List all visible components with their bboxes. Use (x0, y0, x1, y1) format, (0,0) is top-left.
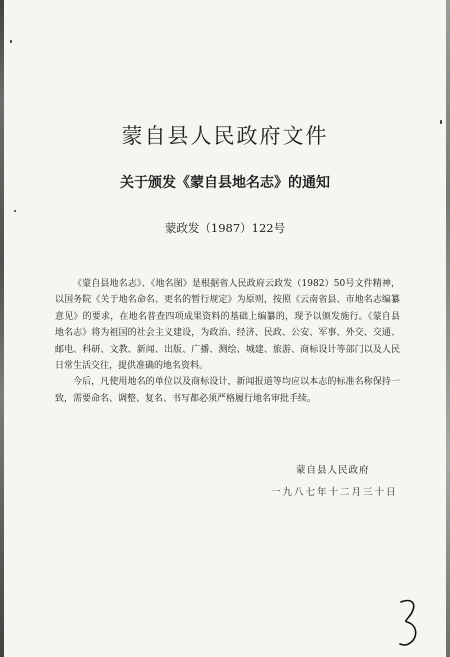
scan-speck (14, 210, 16, 212)
signature-organization: 蒙自县人民政府 (296, 465, 370, 476)
document-body (55, 276, 400, 407)
document-number: 蒙政发（1987）122号 (164, 221, 286, 235)
scan-edge-right (446, 0, 450, 657)
signature-date: 一九八七年十二月三十日 (271, 487, 398, 498)
handwritten-page-number (398, 598, 420, 648)
document-title: 蒙自县人民政府文件 (121, 124, 329, 148)
body-paragraph: 今后，凡使用地名的单位以及商标设计，新闻报道等均应以本志的标准名称保持一致，需要命名、调整、复名、书写都必须严格履行地名审批手续。 (55, 377, 400, 404)
scan-speck (10, 40, 12, 43)
document-subtitle: 关于颁发《蒙自县地名志》的通知 (120, 175, 330, 191)
body-paragraph: 《蒙自县地名志》、《地名图》是根据省人民政府云政发（1982）50号文件精神，以国务院《关于地名命名、更名的暂行规定》为原则，按照《云南省县、市地名志编纂意见》的要求，在地名普查四项成果资料的基础上编纂的，现予以颁发施行。《蒙自县地名志》将为祖国的社会主义建设，为政治、经济、民政、公安、军事、外交、交通、邮电、科研、文教、新闻、出版、广播、测绘、城建、旅游、商标设计等部门以及人民日常生活交往，提供准确的地名资料。 (55, 279, 400, 372)
scan-edge-left (0, 0, 4, 657)
